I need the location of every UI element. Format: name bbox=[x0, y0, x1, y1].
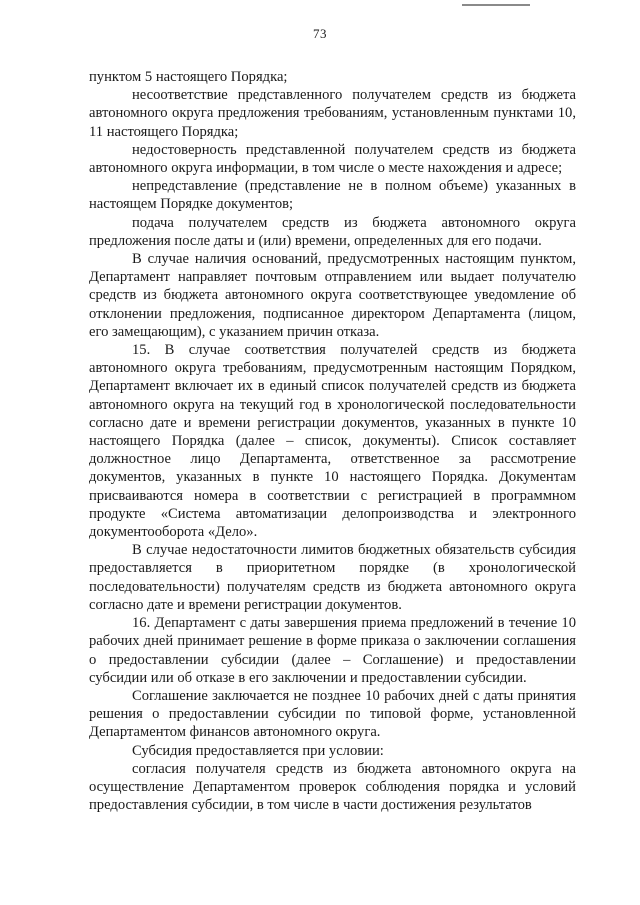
paragraph-6: В случае наличия оснований, предусмотренных настоящим пунктом, Департамент направляет почтовым отправлением или выдает получателю средств из бюджета автономного округа соответствующее уведомление об отклонении предложения, подписанное директором Департамента (лицом, его замещающим), с указанием причин отказа. bbox=[89, 251, 576, 340]
paragraph-4: непредставление (представление не в полном объеме) указанных в настоящем Порядке документов; bbox=[89, 178, 576, 213]
paragraph-1: пунктом 5 настоящего Порядка; bbox=[89, 69, 288, 85]
paragraph-8: В случае недостаточности лимитов бюджетных обязательств субсидия предоставляется в приоритетном порядке (в хронологической последовательности) получателям средств из бюджета автономного округа согласно дате и времени регистрации документов. bbox=[89, 542, 576, 613]
paragraph-3: недостоверность представленной получателем средств из бюджета автономного округа информации, в том числе о месте нахождения и адресе; bbox=[89, 141, 576, 177]
paragraph-2: несоответствие представленного получателем средств из бюджета автономного округа предложения требованиям, установленным пунктами 10, 11 настоящего Порядка; bbox=[89, 87, 576, 140]
paragraph-5: подача получателем средств из бюджета автономного округа предложения после даты и (или) времени, определенных для его подачи. bbox=[89, 214, 576, 249]
paragraph-7: 15. В случае соответствия получателей средств из бюджета автономного округа требованиям, предусмотренным настоящим Порядком, Департамент включает их в единый список получателей средств из бюджета автономного округа на текущий год в хронологической последовательности согласно дате и времени регистрации документов, указанных в пункте 10 настоящего Порядка (далее – список, документы). Список составляет должностное лицо Департамента, ответственное за рассмотрение документов, указанных в пункте 10 настоящего Порядка. Документам присваиваются номера в соответствии с регистрацией в программном продукте «Система автоматизации делопроизводства и электронного документооборота «Дело». bbox=[89, 342, 576, 541]
paragraph-11: Субсидия предоставляется при условии: bbox=[132, 742, 384, 759]
scan-edge-mark bbox=[462, 0, 530, 6]
body-text bbox=[89, 68, 576, 814]
paragraph-10: Соглашение заключается не позднее 10 рабочих дней с даты принятия решения о предоставлении субсидии по типовой форме, установленной Департаментом финансов автономного округа. bbox=[89, 687, 576, 741]
page-number: 73 bbox=[313, 26, 327, 41]
paragraph-9: 16. Департамент с даты завершения приема предложений в течение 10 рабочих дней принимает решение в форме приказа о заключении соглашения о предоставлении субсидии (далее – Соглашение) и предоставлении субсидии или об отказе в его заключении и предоставлении субсидии. bbox=[89, 615, 576, 686]
paragraph-12: согласия получателя средств из бюджета автономного округа на осуществление Департаментом проверок соблюдения порядка и условий предоставления субсидии, в том числе в части достижения результатов bbox=[89, 760, 576, 814]
